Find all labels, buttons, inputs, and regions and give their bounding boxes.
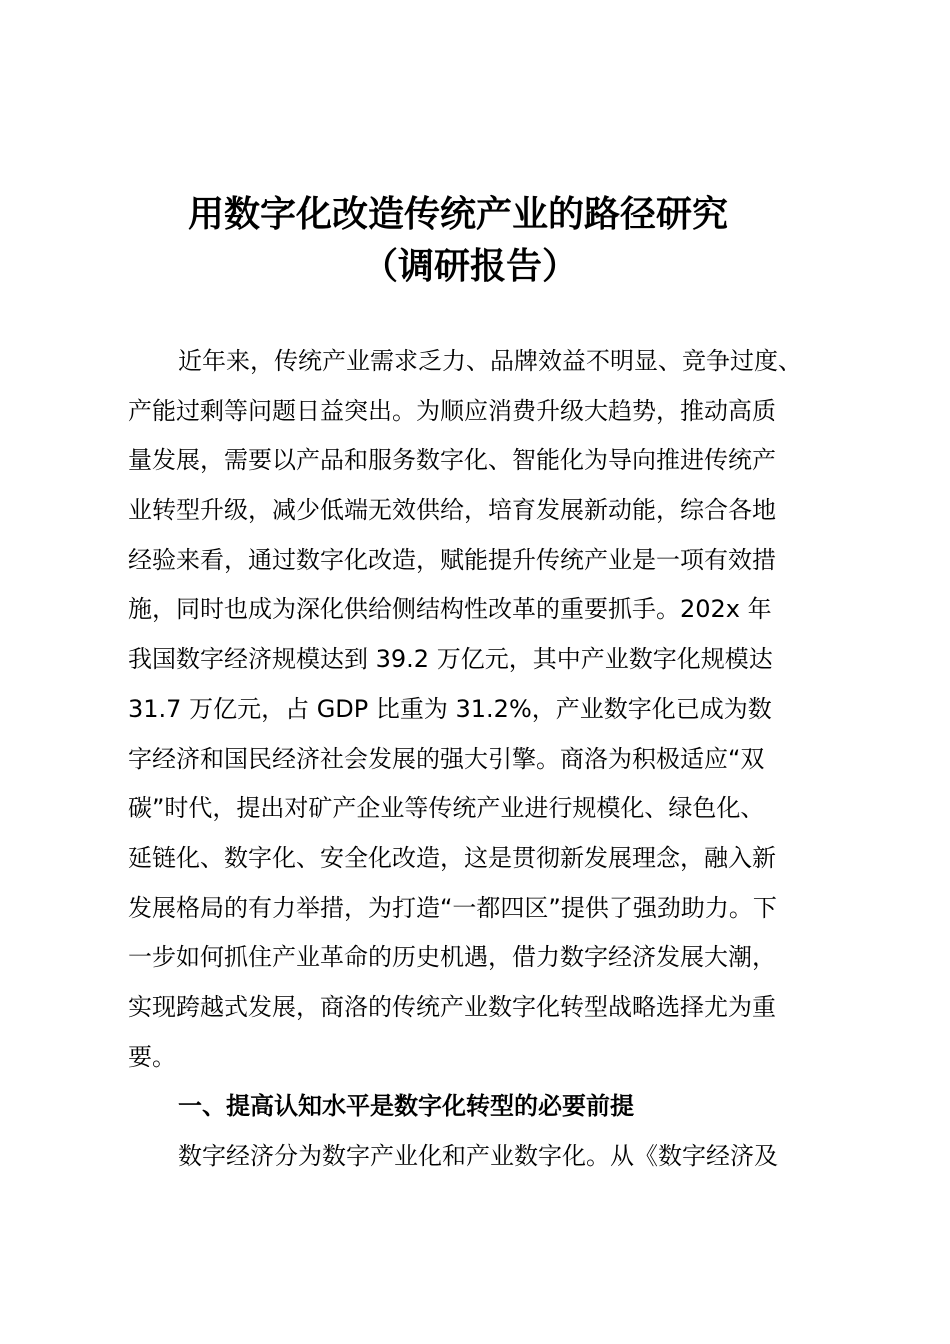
- paragraph-line: 延链化、数字化、安全化改造，这是贯彻新发展理念，融入新: [128, 843, 776, 872]
- paragraph-line: 我国数字经济规模达到 39.2 万亿元，其中产业数字化规模达: [128, 645, 773, 674]
- paragraph-line: 量发展，需要以产品和服务数字化、智能化为导向推进传统产: [128, 446, 776, 475]
- paragraph-line: 实现跨越式发展，商洛的传统产业数字化转型战略选择尤为重: [128, 992, 776, 1021]
- paragraph-line: 要。: [128, 1042, 176, 1071]
- title-subtitle: （调研报告）: [362, 245, 579, 287]
- paragraph-line: 经验来看，通过数字化改造，赋能提升传统产业是一项有效措: [128, 545, 776, 574]
- paragraph-line: 数字经济分为数字产业化和产业数字化。从《数字经济及: [178, 1142, 778, 1170]
- paragraph-line: 31.7 万亿元，占 GDP 比重为 31.2%，产业数字化已成为数: [128, 694, 772, 723]
- paragraph-line: 字经济和国民经济社会发展的强大引擎。商洛为积极适应“双: [128, 744, 765, 773]
- section-heading: 一、提高认知水平是数字化转型的必要前提: [178, 1092, 634, 1121]
- paragraph-line: 产能过剩等问题日益突出。为顺应消费升级大趋势，推动高质: [128, 396, 776, 425]
- title-main: 用数字化改造传统产业的路径研究: [188, 193, 729, 235]
- paragraph-line: 一步如何抓住产业革命的历史机遇，借力数字经济发展大潮，: [128, 943, 776, 972]
- document-body: [128, 337, 833, 1182]
- paragraph-line: 业转型升级，减少低端无效供给，培育发展新动能，综合各地: [128, 496, 776, 525]
- paragraph-line: 碳”时代，提出对矿产企业等传统产业进行规模化、绿色化、: [128, 794, 765, 823]
- paragraph-line: 施，同时也成为深化供给侧结构性改革的重要抓手。202x 年: [128, 595, 772, 624]
- document-title: [0, 188, 950, 292]
- paragraph-line: 发展格局的有力举措，为打造“一都四区”提供了强劲助力。下: [128, 893, 777, 922]
- paragraph-line: 近年来，传统产业需求乏力、品牌效益不明显、竞争过度、: [178, 347, 802, 375]
